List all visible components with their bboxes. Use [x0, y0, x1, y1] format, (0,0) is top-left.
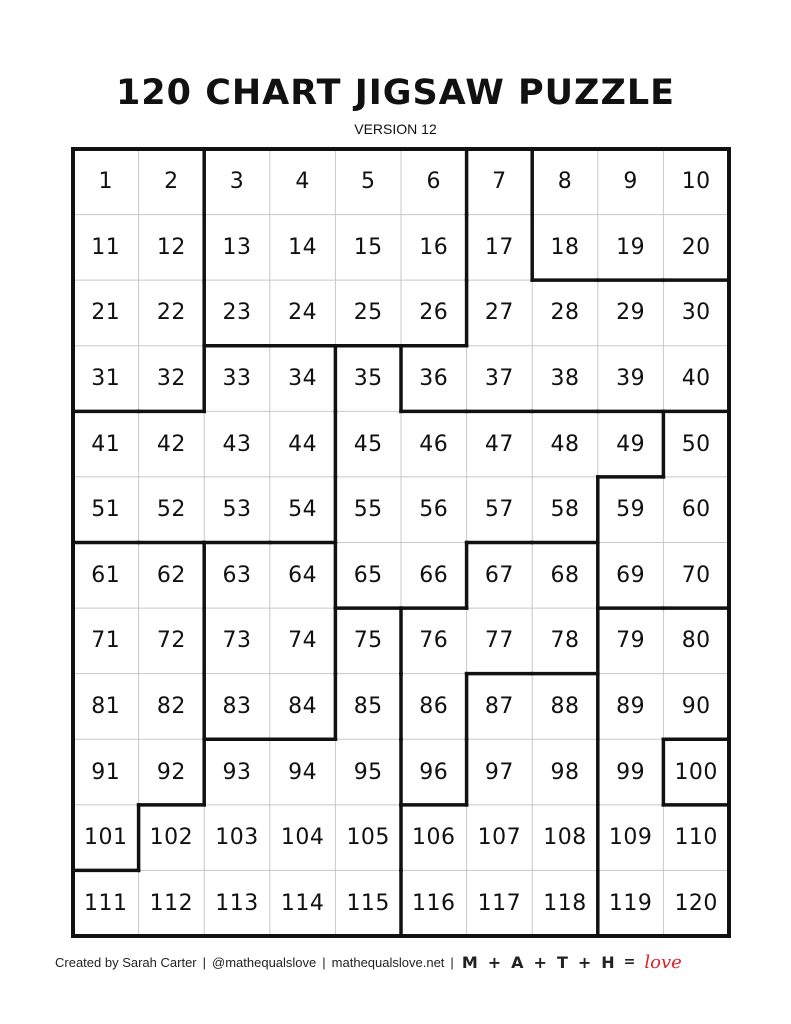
number-cell: 47 — [484, 431, 514, 457]
footer-separator: | — [450, 954, 454, 970]
number-cell: 91 — [91, 759, 121, 785]
number-cell: 84 — [288, 693, 318, 719]
footer-separator: | — [322, 954, 326, 970]
number-cell: 108 — [543, 825, 587, 851]
footer-separator: | — [202, 954, 207, 970]
brand-equals: = — [623, 954, 637, 970]
number-cell: 5 — [360, 169, 376, 195]
hundred-twenty-chart — [73, 149, 729, 936]
number-cell: 99 — [616, 759, 646, 785]
number-cell: 27 — [484, 300, 514, 326]
number-cell: 89 — [616, 693, 646, 719]
number-cell: 62 — [156, 562, 186, 588]
number-cell: 42 — [156, 431, 186, 457]
number-cell: 1 — [98, 169, 114, 195]
number-cell: 28 — [550, 300, 580, 326]
number-cell: 98 — [550, 759, 580, 785]
number-cell: 14 — [288, 234, 318, 260]
number-cell: 72 — [156, 628, 186, 654]
brand-plus: + — [487, 952, 503, 972]
number-cell: 65 — [353, 562, 383, 588]
number-cell: 23 — [222, 300, 252, 326]
math-equals-love-logo — [462, 952, 682, 973]
number-cell: 97 — [484, 759, 514, 785]
number-cell: 7 — [492, 169, 507, 195]
number-cell: 115 — [346, 890, 390, 916]
number-cell: 3 — [229, 169, 245, 195]
page-title: 120 CHART JIGSAW PUZZLE — [115, 73, 676, 113]
number-cells — [73, 149, 729, 936]
number-cell: 103 — [215, 825, 259, 851]
number-cell: 118 — [543, 890, 587, 916]
number-cell: 114 — [280, 890, 325, 916]
number-cell: 26 — [419, 300, 449, 326]
number-cell: 32 — [156, 366, 186, 392]
number-cell: 56 — [419, 497, 449, 523]
number-cell: 15 — [353, 234, 383, 260]
number-cell: 9 — [623, 169, 638, 195]
number-cell: 11 — [91, 234, 121, 260]
number-cell: 64 — [288, 562, 318, 588]
number-cell: 96 — [419, 759, 449, 785]
number-cell: 40 — [681, 366, 711, 392]
number-cell: 59 — [616, 497, 646, 523]
number-cell: 12 — [156, 234, 186, 260]
number-cell: 101 — [84, 825, 128, 851]
number-cell: 109 — [608, 825, 653, 851]
number-cell: 20 — [681, 234, 711, 260]
number-cell: 107 — [477, 825, 522, 851]
number-cell: 116 — [412, 890, 456, 916]
number-cell: 113 — [215, 890, 259, 916]
number-cell: 95 — [353, 759, 383, 785]
number-cell: 48 — [550, 431, 580, 457]
number-cell: 110 — [674, 825, 718, 851]
number-cell: 58 — [550, 497, 580, 523]
brand-plus: + — [577, 952, 593, 972]
number-cell: 81 — [91, 693, 121, 719]
number-cell: 22 — [156, 300, 186, 326]
number-cell: 4 — [295, 169, 310, 195]
number-cell: 6 — [426, 169, 442, 195]
number-cell: 2 — [164, 169, 179, 195]
number-cell: 35 — [353, 366, 383, 392]
number-cell: 45 — [353, 431, 383, 457]
number-cell: 90 — [681, 693, 711, 719]
brand-letter-m: M — [461, 952, 479, 972]
number-cell: 79 — [616, 628, 646, 654]
number-cell: 50 — [681, 431, 711, 457]
number-cell: 39 — [616, 366, 646, 392]
number-cell: 36 — [419, 366, 449, 392]
version-label: VERSION 12 — [354, 121, 437, 137]
number-cell: 120 — [674, 890, 718, 916]
number-cell: 74 — [288, 628, 318, 654]
number-cell: 70 — [681, 562, 711, 588]
footer-handle: @mathequalslove — [212, 954, 317, 970]
number-cell: 78 — [550, 628, 580, 654]
number-cell: 51 — [91, 497, 121, 523]
number-cell: 69 — [616, 562, 646, 588]
number-cell: 76 — [419, 628, 449, 654]
number-cell: 119 — [608, 890, 653, 916]
number-cell: 44 — [288, 431, 318, 457]
number-cell: 87 — [484, 693, 514, 719]
number-cell: 105 — [346, 825, 390, 851]
number-cell: 77 — [484, 628, 514, 654]
brand-plus: + — [533, 952, 548, 972]
number-cell: 33 — [222, 366, 252, 392]
number-cell: 46 — [419, 431, 449, 457]
number-cell: 13 — [222, 234, 252, 260]
number-cell: 53 — [222, 497, 252, 523]
number-cell: 80 — [681, 628, 711, 654]
number-cell: 24 — [288, 300, 318, 326]
number-cell: 104 — [280, 825, 325, 851]
number-cell: 55 — [353, 497, 383, 523]
number-cell: 86 — [419, 693, 449, 719]
number-cell: 17 — [484, 234, 514, 260]
number-cell: 54 — [288, 497, 318, 523]
number-cell: 21 — [91, 300, 121, 326]
number-cell: 31 — [91, 366, 121, 392]
number-cell: 83 — [222, 693, 252, 719]
number-cell: 73 — [222, 628, 252, 654]
number-cell: 8 — [557, 169, 573, 195]
number-cell: 75 — [353, 628, 383, 654]
brand-letter-a: A — [511, 952, 525, 972]
number-cell: 102 — [149, 825, 194, 851]
number-cell: 25 — [353, 300, 383, 326]
number-cell: 29 — [616, 300, 646, 326]
number-cell: 38 — [550, 366, 580, 392]
number-cell: 57 — [484, 497, 514, 523]
footer — [55, 950, 682, 974]
number-cell: 63 — [222, 562, 252, 588]
number-cell: 60 — [681, 497, 711, 523]
number-cell: 88 — [550, 693, 580, 719]
number-cell: 66 — [419, 562, 449, 588]
number-cell: 85 — [353, 693, 383, 719]
number-cell: 41 — [91, 431, 121, 457]
number-cell: 93 — [222, 759, 252, 785]
number-cell: 68 — [550, 562, 580, 588]
number-cell: 10 — [681, 169, 711, 195]
number-cell: 111 — [84, 890, 128, 916]
number-cell: 16 — [419, 234, 449, 260]
footer-credit: Created by Sarah Carter — [55, 954, 197, 970]
number-cell: 43 — [222, 431, 252, 457]
number-cell: 82 — [156, 693, 186, 719]
number-cell: 94 — [288, 759, 318, 785]
number-cell: 117 — [477, 890, 522, 916]
number-cell: 52 — [156, 497, 186, 523]
number-cell: 30 — [681, 300, 711, 326]
brand-letter-h: H — [601, 952, 616, 972]
footer-website: mathequalslove.net — [331, 954, 445, 970]
brand-love-script: love — [644, 951, 682, 973]
number-cell: 112 — [149, 890, 194, 916]
number-cell: 18 — [550, 234, 580, 260]
number-cell: 106 — [412, 825, 456, 851]
number-cell: 92 — [156, 759, 186, 785]
number-cell: 19 — [616, 234, 646, 260]
brand-letter-t: T — [556, 952, 569, 972]
number-cell: 71 — [91, 628, 121, 654]
number-cell: 37 — [484, 366, 514, 392]
number-cell: 67 — [484, 562, 514, 588]
number-cell: 61 — [91, 562, 121, 588]
number-cell: 49 — [616, 431, 646, 457]
number-cell: 100 — [674, 759, 718, 785]
number-cell: 34 — [288, 366, 318, 392]
